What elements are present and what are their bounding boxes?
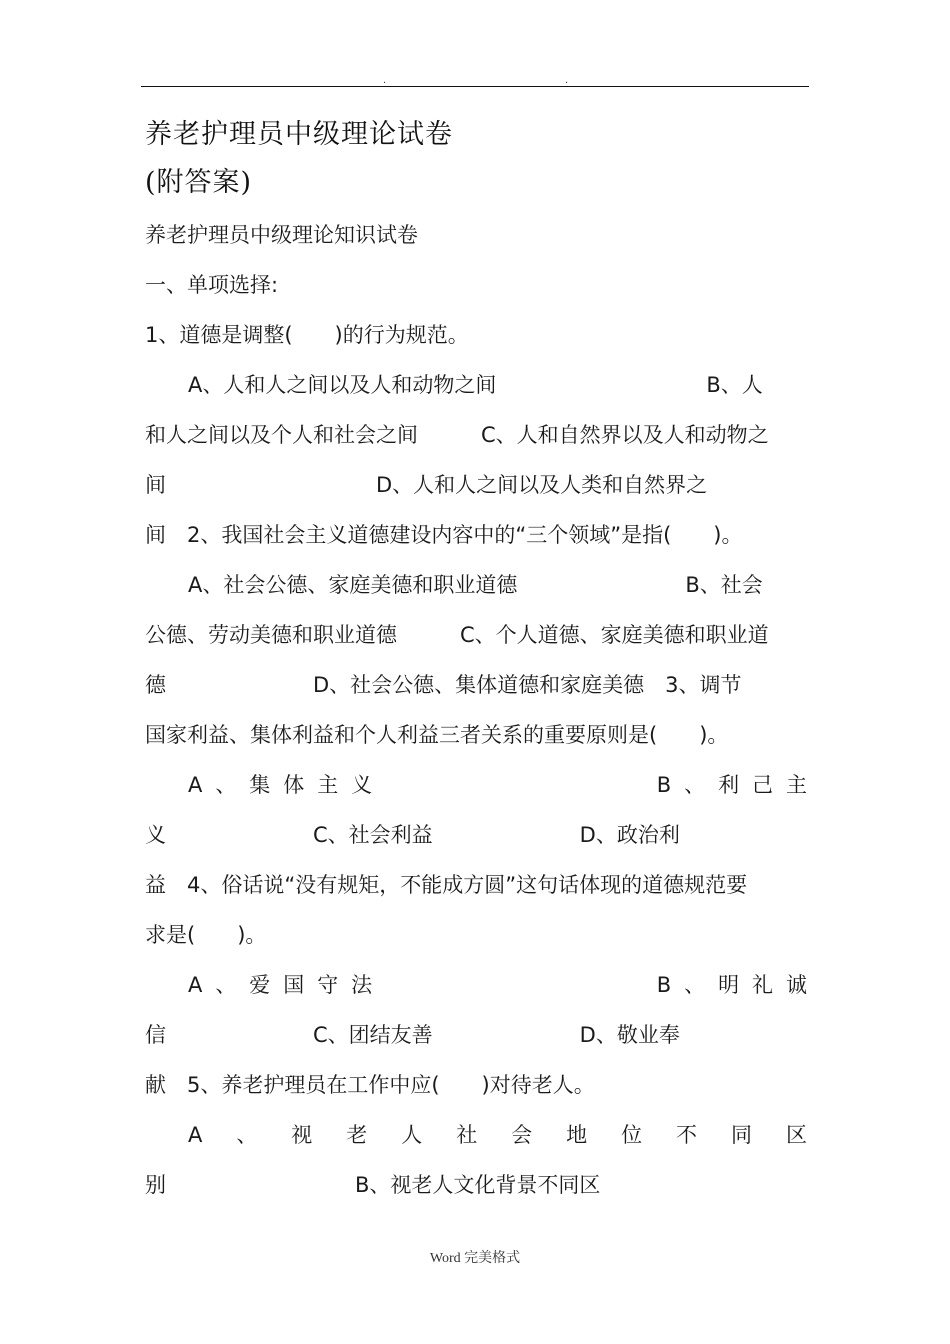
- option-line: 德 D、社会公德、集体道德和家庭美德 3、调节: [145, 673, 742, 697]
- question-line: 求是( )。: [145, 923, 267, 947]
- question-line: 间 2、我国社会主义道德建设内容中的“三个领域”是指( )。: [145, 523, 743, 547]
- question-line: 献 5、养老护理员在工作中应( )对待老人。: [145, 1073, 595, 1097]
- option-line: A、社会公德、家庭美德和职业道德 B、社会: [188, 573, 763, 597]
- document-title: 养老护理员中级理论试卷: [145, 119, 453, 150]
- option-line: 和人之间以及个人和社会之间 C、人和自然界以及人和动物之: [145, 423, 769, 447]
- option-line: A、集体主义 B、利己主: [188, 773, 807, 797]
- page-footer: Word 完美格式: [429, 1251, 521, 1266]
- header-dot: .: [383, 75, 387, 86]
- option-line: 别 B、视老人文化背景不同区: [145, 1173, 601, 1197]
- document-subtitle: (附答案): [145, 167, 253, 198]
- option-line: A、视老人社会地位不同区: [188, 1123, 807, 1147]
- option-line: A、人和人之间以及人和动物之间 B、人: [188, 373, 763, 397]
- paper-name: 养老护理员中级理论知识试卷: [145, 223, 418, 247]
- header-dot: .: [565, 75, 569, 86]
- option-line: 间 D、人和人之间以及人类和自然界之: [145, 473, 708, 497]
- question-line: 1、道德是调整( )的行为规范。: [145, 323, 469, 347]
- option-line: 公德、劳动美德和职业道德 C、个人道德、家庭美德和职业道: [145, 623, 769, 647]
- option-line: A、爱国守法 B、明礼诚: [188, 973, 807, 997]
- question-line: 益 4、俗话说“没有规矩，不能成方圆”这句话体现的道德规范要: [145, 873, 748, 897]
- question-line: 国家利益、集体利益和个人利益三者关系的重要原则是( )。: [145, 723, 729, 747]
- option-line: 信 C、团结友善 D、敬业奉: [145, 1023, 680, 1047]
- section-heading: 一、单项选择:: [145, 273, 279, 297]
- option-line: 义 C、社会利益 D、政治利: [145, 823, 680, 847]
- header-rule: [141, 86, 809, 87]
